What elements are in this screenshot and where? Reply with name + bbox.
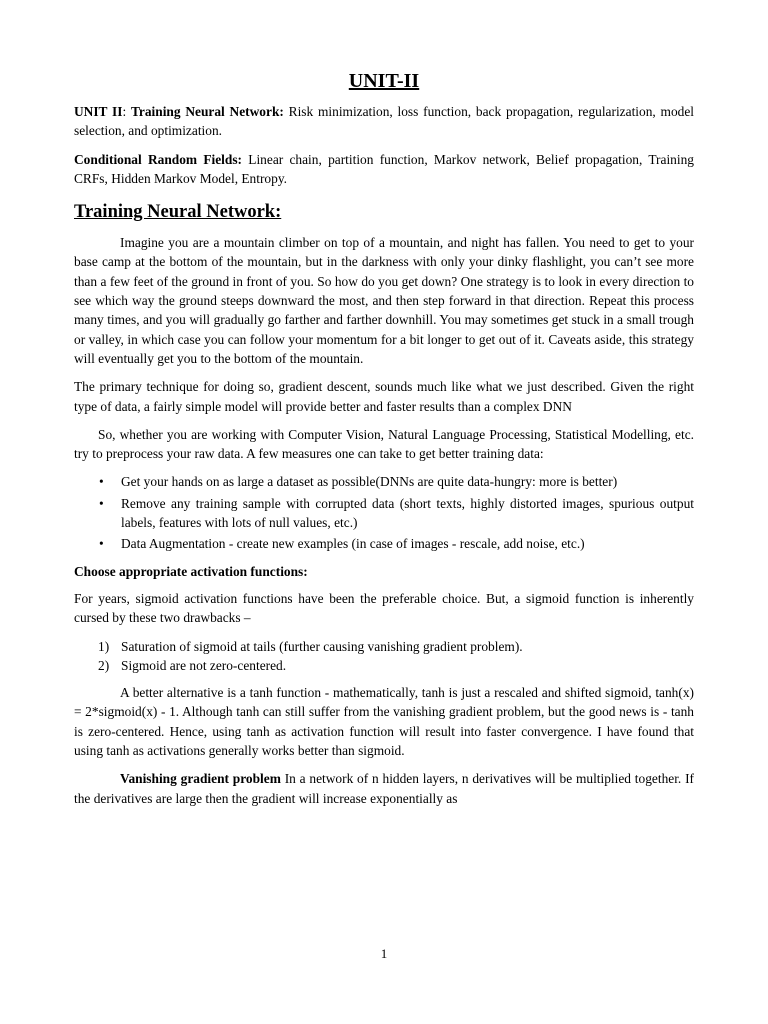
list-item	[74, 472, 694, 491]
list-item	[74, 534, 694, 553]
crf-intro-paragraph	[74, 150, 694, 189]
paragraph-sigmoid: For years, sigmoid activation functions have been the preferable choice. But, a sigmoid function is inherently cursed by these two drawbacks –	[74, 590, 694, 626]
paragraph-gradient-descent: The primary technique for doing so, gradient descent, sounds much like what we just described. Given the right type of data, a fairly simple model will provide better and faster results than a complex DNN	[74, 379, 694, 414]
document-page	[74, 68, 694, 817]
bullet-list	[74, 472, 694, 553]
section-heading-training: Training Neural Network:	[74, 202, 282, 223]
list-item-text: Remove any training sample with corrupted data (short texts, highly distorted images, spurious output labels, features with lots of null values, etc.)	[121, 495, 694, 531]
numbered-list	[74, 637, 694, 676]
bullet-icon: •	[99, 495, 104, 511]
vanishing-text: In a network of n hidden layers, n derivatives will be multiplied together. If the derivatives are large then the gradient will increase exponentially as	[74, 771, 694, 806]
vanishing-label: Vanishing gradient problem	[120, 771, 281, 787]
paragraph-mountain-analogy: Imagine you are a mountain climber on top of a mountain, and night has fallen. You need to get to your base camp at the bottom of the mountain, but in the darkness with only your dinky flashlight, you can’t see more than a few feet of the ground in front of you. So how do you get down? One strategy is to look in every direction to see which way the ground steeps downward the most, and then step forward in that direction. Repeat this process many times, and you will gradually go farther and farther downhill. You may sometimes get stuck in a small trough or valley, in which case you can follow your momentum for a bit longer to get out of it. Caveats aside, this strategy will eventually get you to the bottom of the mountain.	[74, 235, 694, 366]
page-number: 1	[380, 946, 388, 961]
unit-intro-paragraph	[74, 102, 694, 141]
unit-separator: :	[122, 104, 131, 119]
unit-topic-label: Training Neural Network:	[130, 104, 284, 119]
crf-topic-text: Linear chain, partition function, Markov network, Belief propagation, Training CRFs, Hidden Markov Model, Entropy.	[74, 151, 694, 186]
list-item	[74, 656, 694, 675]
list-number: 2)	[98, 657, 110, 673]
bullet-icon: •	[99, 474, 104, 490]
crf-label: Conditional Random Fields:	[74, 151, 243, 167]
paragraph-tanh: A better alternative is a tanh function - mathematically, tanh is just a rescaled and shifted sigmoid, tanh(x) = 2*sigmoid(x) - 1. Although tanh can still suffer from the vanishing gradient problem, but the good news is - tanh is zero-centered. Hence, using tanh as activation function will result into faster convergence. I have found that using tanh as activations generally works better than sigmoid.	[74, 685, 694, 759]
activation-heading: Choose appropriate activation functions:	[74, 563, 308, 579]
list-item	[74, 494, 694, 533]
list-item	[74, 637, 694, 656]
list-item-text: Data Augmentation - create new examples (in case of images - rescale, add noise, etc.)	[121, 536, 585, 552]
list-item-text: Get your hands on as large a dataset as possible(DNNs are quite data-hungry: more is better)	[121, 474, 618, 490]
paragraph-preprocess: So, whether you are working with Computer Vision, Natural Language Processing, Statistical Modelling, etc. try to preprocess your raw data. A few measures one can take to get better training data:	[74, 426, 694, 462]
unit-topic-text: Risk minimization, loss function, back propagation, regularization, model selection, and optimization.	[74, 104, 694, 139]
list-item-text: Saturation of sigmoid at tails (further causing vanishing gradient problem).	[121, 638, 523, 654]
page-title: UNIT-II	[348, 70, 420, 92]
bullet-icon: •	[99, 536, 104, 552]
paragraph-vanishing-gradient	[74, 769, 694, 808]
unit-label: UNIT II	[74, 104, 123, 119]
list-number: 1)	[98, 638, 110, 654]
list-item-text: Sigmoid are not zero-centered.	[121, 657, 287, 673]
